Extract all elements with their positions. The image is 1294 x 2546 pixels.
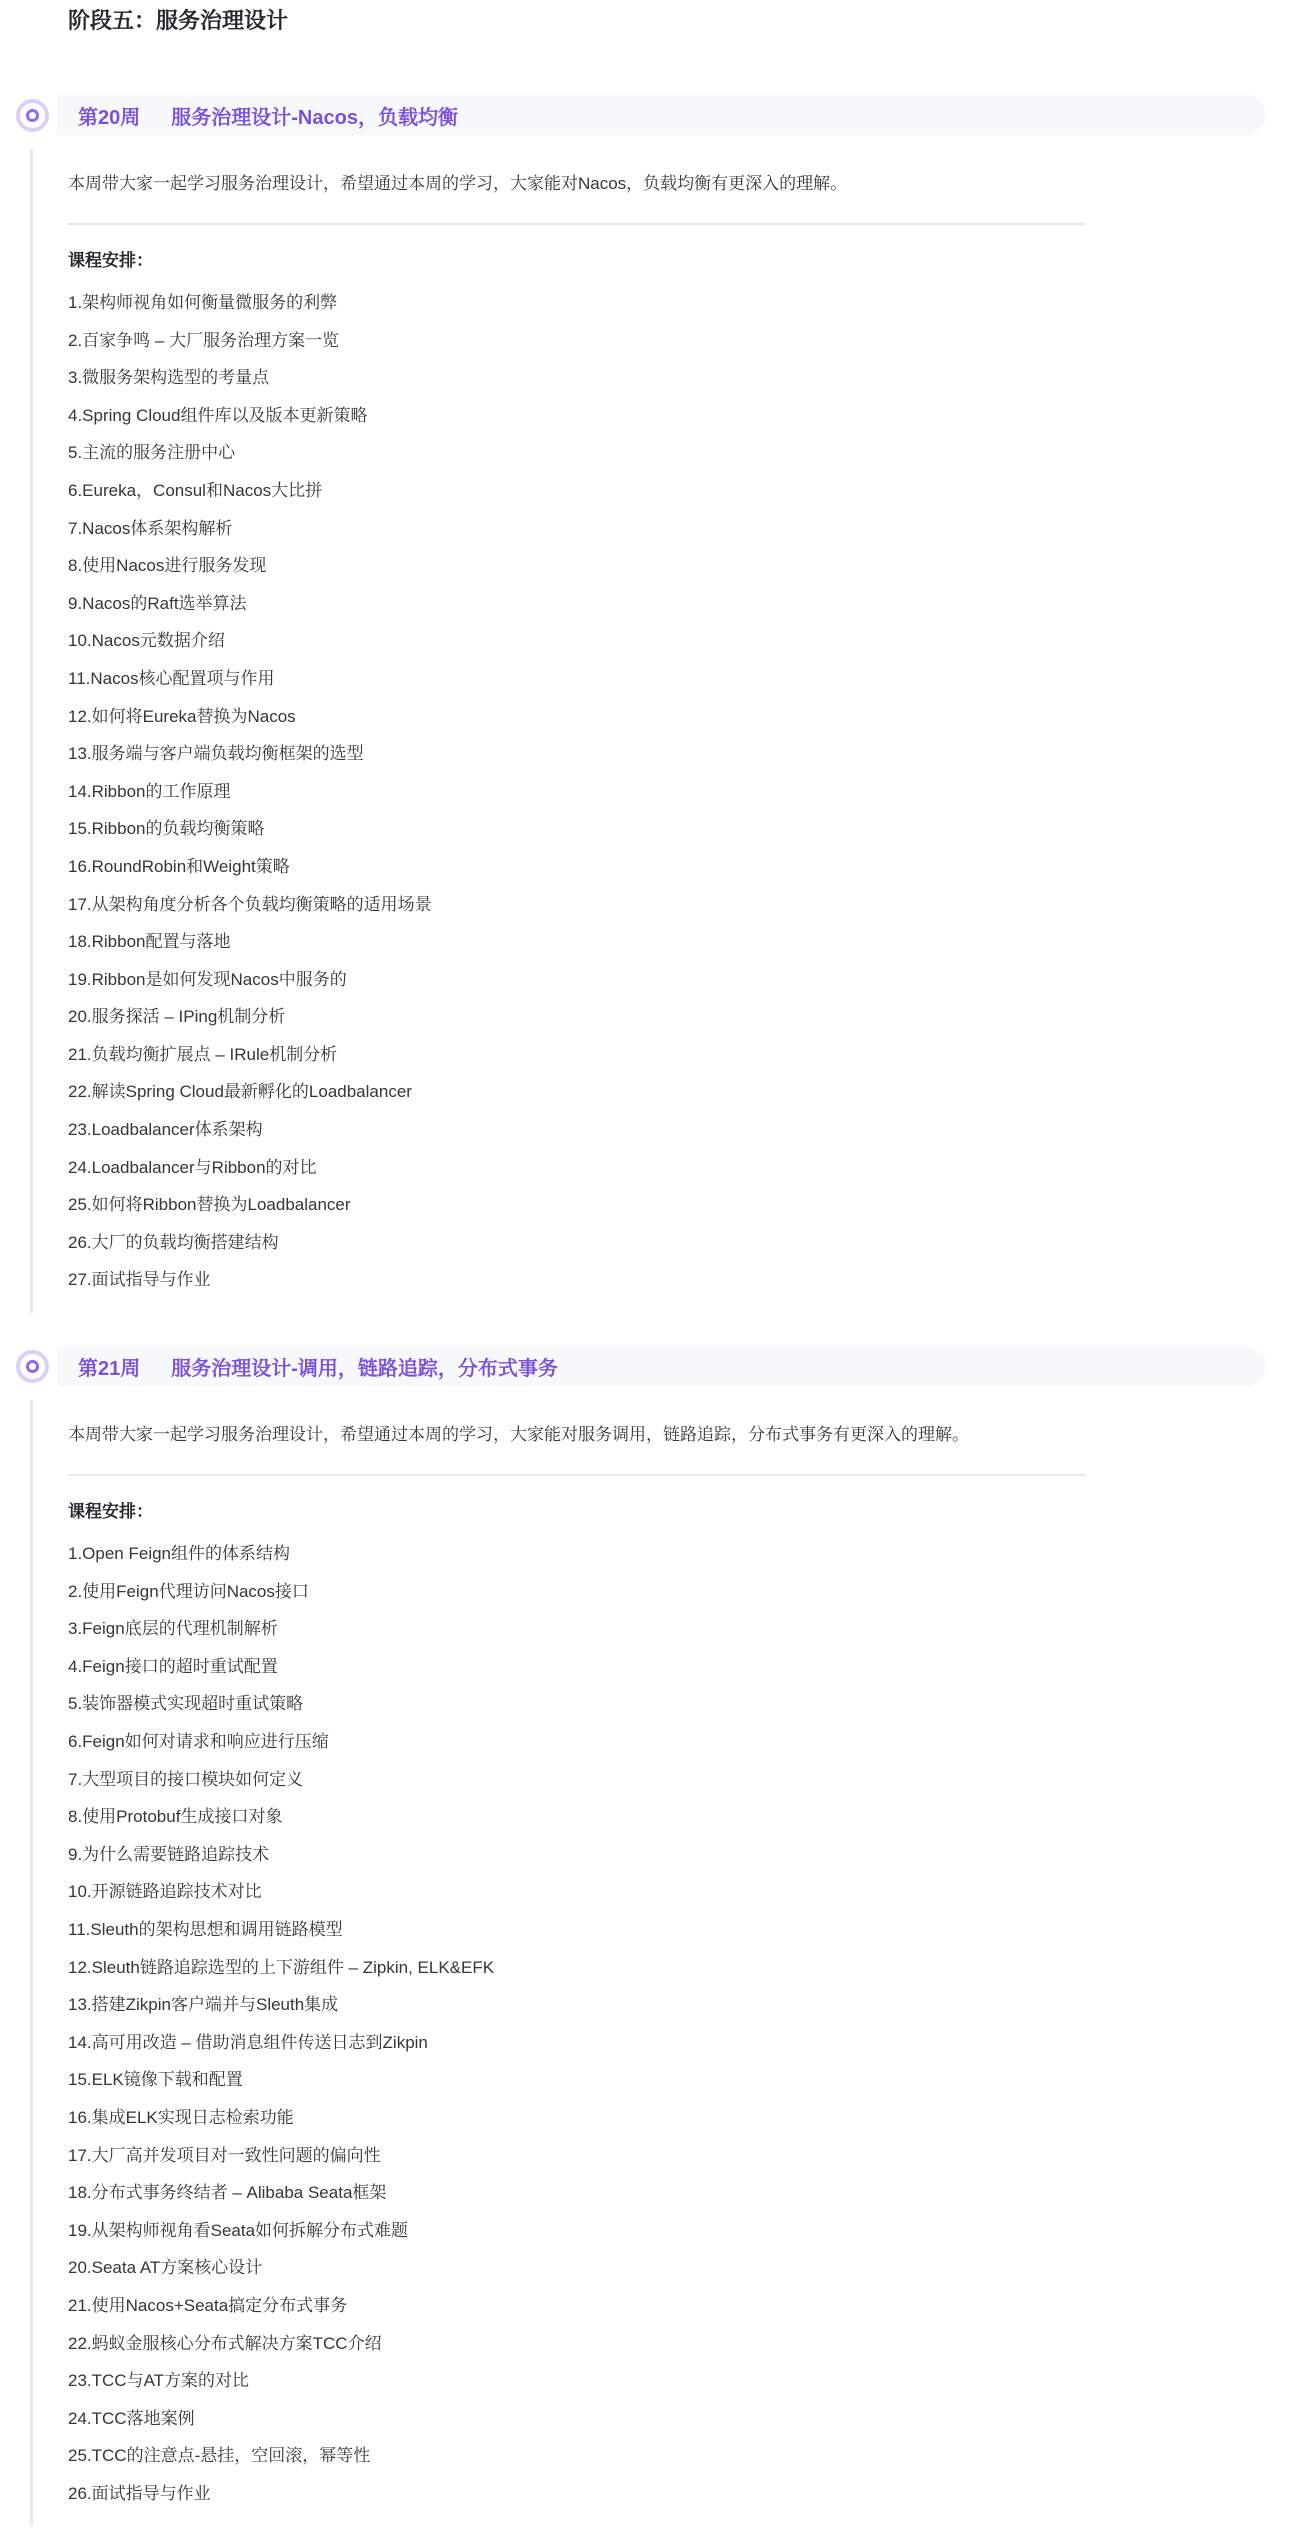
- timeline-dot-icon: [16, 99, 49, 132]
- course-item: 15.Ribbon的负载均衡策略: [68, 819, 265, 839]
- course-item: 10.开源链路追踪技术对比: [68, 1882, 262, 1902]
- course-item: 11.Nacos核心配置项与作用: [68, 668, 275, 688]
- week-label: 第20周: [78, 106, 141, 129]
- week-label: 第21周: [78, 1357, 141, 1380]
- course-item: 2.使用Feign代理访问Nacos接口: [68, 1581, 309, 1601]
- course-item: 8.使用Nacos进行服务发现: [68, 556, 267, 576]
- stage-title: 阶段五：服务治理设计: [68, 8, 289, 33]
- week-section-21: [0, 1346, 1294, 2526]
- timeline-dot-inner-icon: [26, 1360, 39, 1373]
- course-item: 19.从架构师视角看Seata如何拆解分布式难题: [68, 2220, 409, 2240]
- course-item: 5.主流的服务注册中心: [68, 443, 236, 463]
- week-description: 本周带大家一起学习服务治理设计，希望通过本周的学习，大家能对服务调用，链路追踪，分布式事务有更深入的理解。: [68, 1425, 969, 1445]
- course-item: 17.从架构角度分析各个负载均衡策略的适用场景: [68, 894, 432, 914]
- course-item: 13.服务端与客户端负载均衡框架的选型: [68, 744, 364, 764]
- course-item: 13.搭建Zikpin客户端并与Sleuth集成: [68, 1995, 339, 2015]
- course-item: 12.如何将Eureka替换为Nacos: [68, 706, 296, 726]
- course-item: 21.负载均衡扩展点 – IRule机制分析: [68, 1044, 338, 1064]
- week-title: 服务治理设计-Nacos，负载均衡: [171, 106, 458, 129]
- course-item: 4.Feign接口的超时重试配置: [68, 1656, 278, 1676]
- course-item: 16.RoundRobin和Weight策略: [68, 856, 290, 876]
- course-item: 18.Ribbon配置与落地: [68, 932, 231, 952]
- course-item: 16.集成ELK实现日志检索功能: [68, 2107, 294, 2127]
- course-item: 14.高可用改造 – 借助消息组件传送日志到Zikpin: [68, 2032, 428, 2052]
- timeline-dot-inner-icon: [26, 109, 39, 122]
- course-item: 5.装饰器模式实现超时重试策略: [68, 1694, 304, 1714]
- course-item: 3.微服务架构选型的考量点: [68, 368, 270, 388]
- course-item: 22.蚂蚁金服核心分布式解决方案TCC介绍: [68, 2333, 382, 2353]
- course-list: [68, 1535, 1253, 2512]
- course-item: 9.为什么需要链路追踪技术: [68, 1844, 270, 1864]
- course-item: 2.百家争鸣 – 大厂服务治理方案一览: [68, 330, 340, 350]
- course-item: 12.Sleuth链路追踪选型的上下游组件 – Zipkin, ELK&EFK: [68, 1957, 495, 1977]
- schedule-heading: 课程安排：: [68, 251, 153, 270]
- course-item: 19.Ribbon是如何发现Nacos中服务的: [68, 969, 347, 989]
- week-body-quote: [30, 149, 1253, 1313]
- course-item: 26.大厂的负载均衡搭建结构: [68, 1232, 279, 1252]
- course-item: 11.Sleuth的架构思想和调用链路模型: [68, 1919, 343, 1939]
- course-item: 7.大型项目的接口模块如何定义: [68, 1769, 304, 1789]
- course-item: 20.服务探活 – IPing机制分析: [68, 1007, 286, 1027]
- week-description: 本周带大家一起学习服务治理设计，希望通过本周的学习，大家能对Nacos，负载均衡有更深入的理解。: [68, 174, 848, 193]
- course-item: 4.Spring Cloud组件库以及版本更新策略: [68, 405, 368, 425]
- course-list: [68, 284, 1253, 1299]
- schedule-heading: 课程安排：: [68, 1502, 153, 1522]
- course-item: 7.Nacos体系架构解析: [68, 518, 233, 538]
- week-header: [0, 95, 1294, 135]
- course-item: 1.架构师视角如何衡量微服务的利弊: [68, 293, 338, 312]
- course-item: 17.大厂高并发项目对一致性问题的偏向性: [68, 2145, 381, 2165]
- week-title: 服务治理设计-调用，链路追踪，分布式事务: [171, 1357, 558, 1380]
- course-item: 24.Loadbalancer与Ribbon的对比: [68, 1157, 317, 1177]
- course-item: 1.Open Feign组件的体系结构: [68, 1544, 291, 1564]
- course-item: 26.面试指导与作业: [68, 2483, 211, 2503]
- week-header-bar: [57, 1346, 1266, 1386]
- course-item: 8.使用Protobuf生成接口对象: [68, 1807, 283, 1827]
- course-item: 24.TCC落地案例: [68, 2408, 195, 2428]
- course-item: 21.使用Nacos+Seata搞定分布式事务: [68, 2295, 348, 2315]
- course-item: 9.Nacos的Raft选举算法: [68, 593, 247, 613]
- timeline-dot-icon: [16, 1350, 49, 1383]
- week-header-bar: [57, 95, 1266, 135]
- course-item: 6.Eureka，Consul和Nacos大比拼: [68, 480, 323, 500]
- course-item: 22.解读Spring Cloud最新孵化的Loadbalancer: [68, 1082, 412, 1102]
- course-item: 25.TCC的注意点-悬挂，空回滚，幂等性: [68, 2446, 371, 2466]
- divider: [68, 1474, 1086, 1476]
- course-item: 15.ELK镜像下载和配置: [68, 2070, 243, 2090]
- course-item: 27.面试指导与作业: [68, 1270, 211, 1290]
- course-item: 25.如何将Ribbon替换为Loadbalancer: [68, 1195, 351, 1215]
- course-item: 23.Loadbalancer体系架构: [68, 1120, 263, 1140]
- course-item: 18.分布式事务终结者 – Alibaba Seata框架: [68, 2183, 387, 2203]
- course-item: 10.Nacos元数据介绍: [68, 631, 225, 651]
- course-item: 6.Feign如何对请求和响应进行压缩: [68, 1732, 329, 1751]
- week-body-quote: [30, 1400, 1253, 2526]
- week-section-20: [0, 95, 1294, 1313]
- week-header: [0, 1346, 1294, 1386]
- course-item: 3.Feign底层的代理机制解析: [68, 1619, 278, 1639]
- course-item: 14.Ribbon的工作原理: [68, 781, 231, 801]
- course-item: 23.TCC与AT方案的对比: [68, 2371, 250, 2391]
- course-item: 20.Seata AT方案核心设计: [68, 2258, 263, 2278]
- divider: [68, 223, 1086, 225]
